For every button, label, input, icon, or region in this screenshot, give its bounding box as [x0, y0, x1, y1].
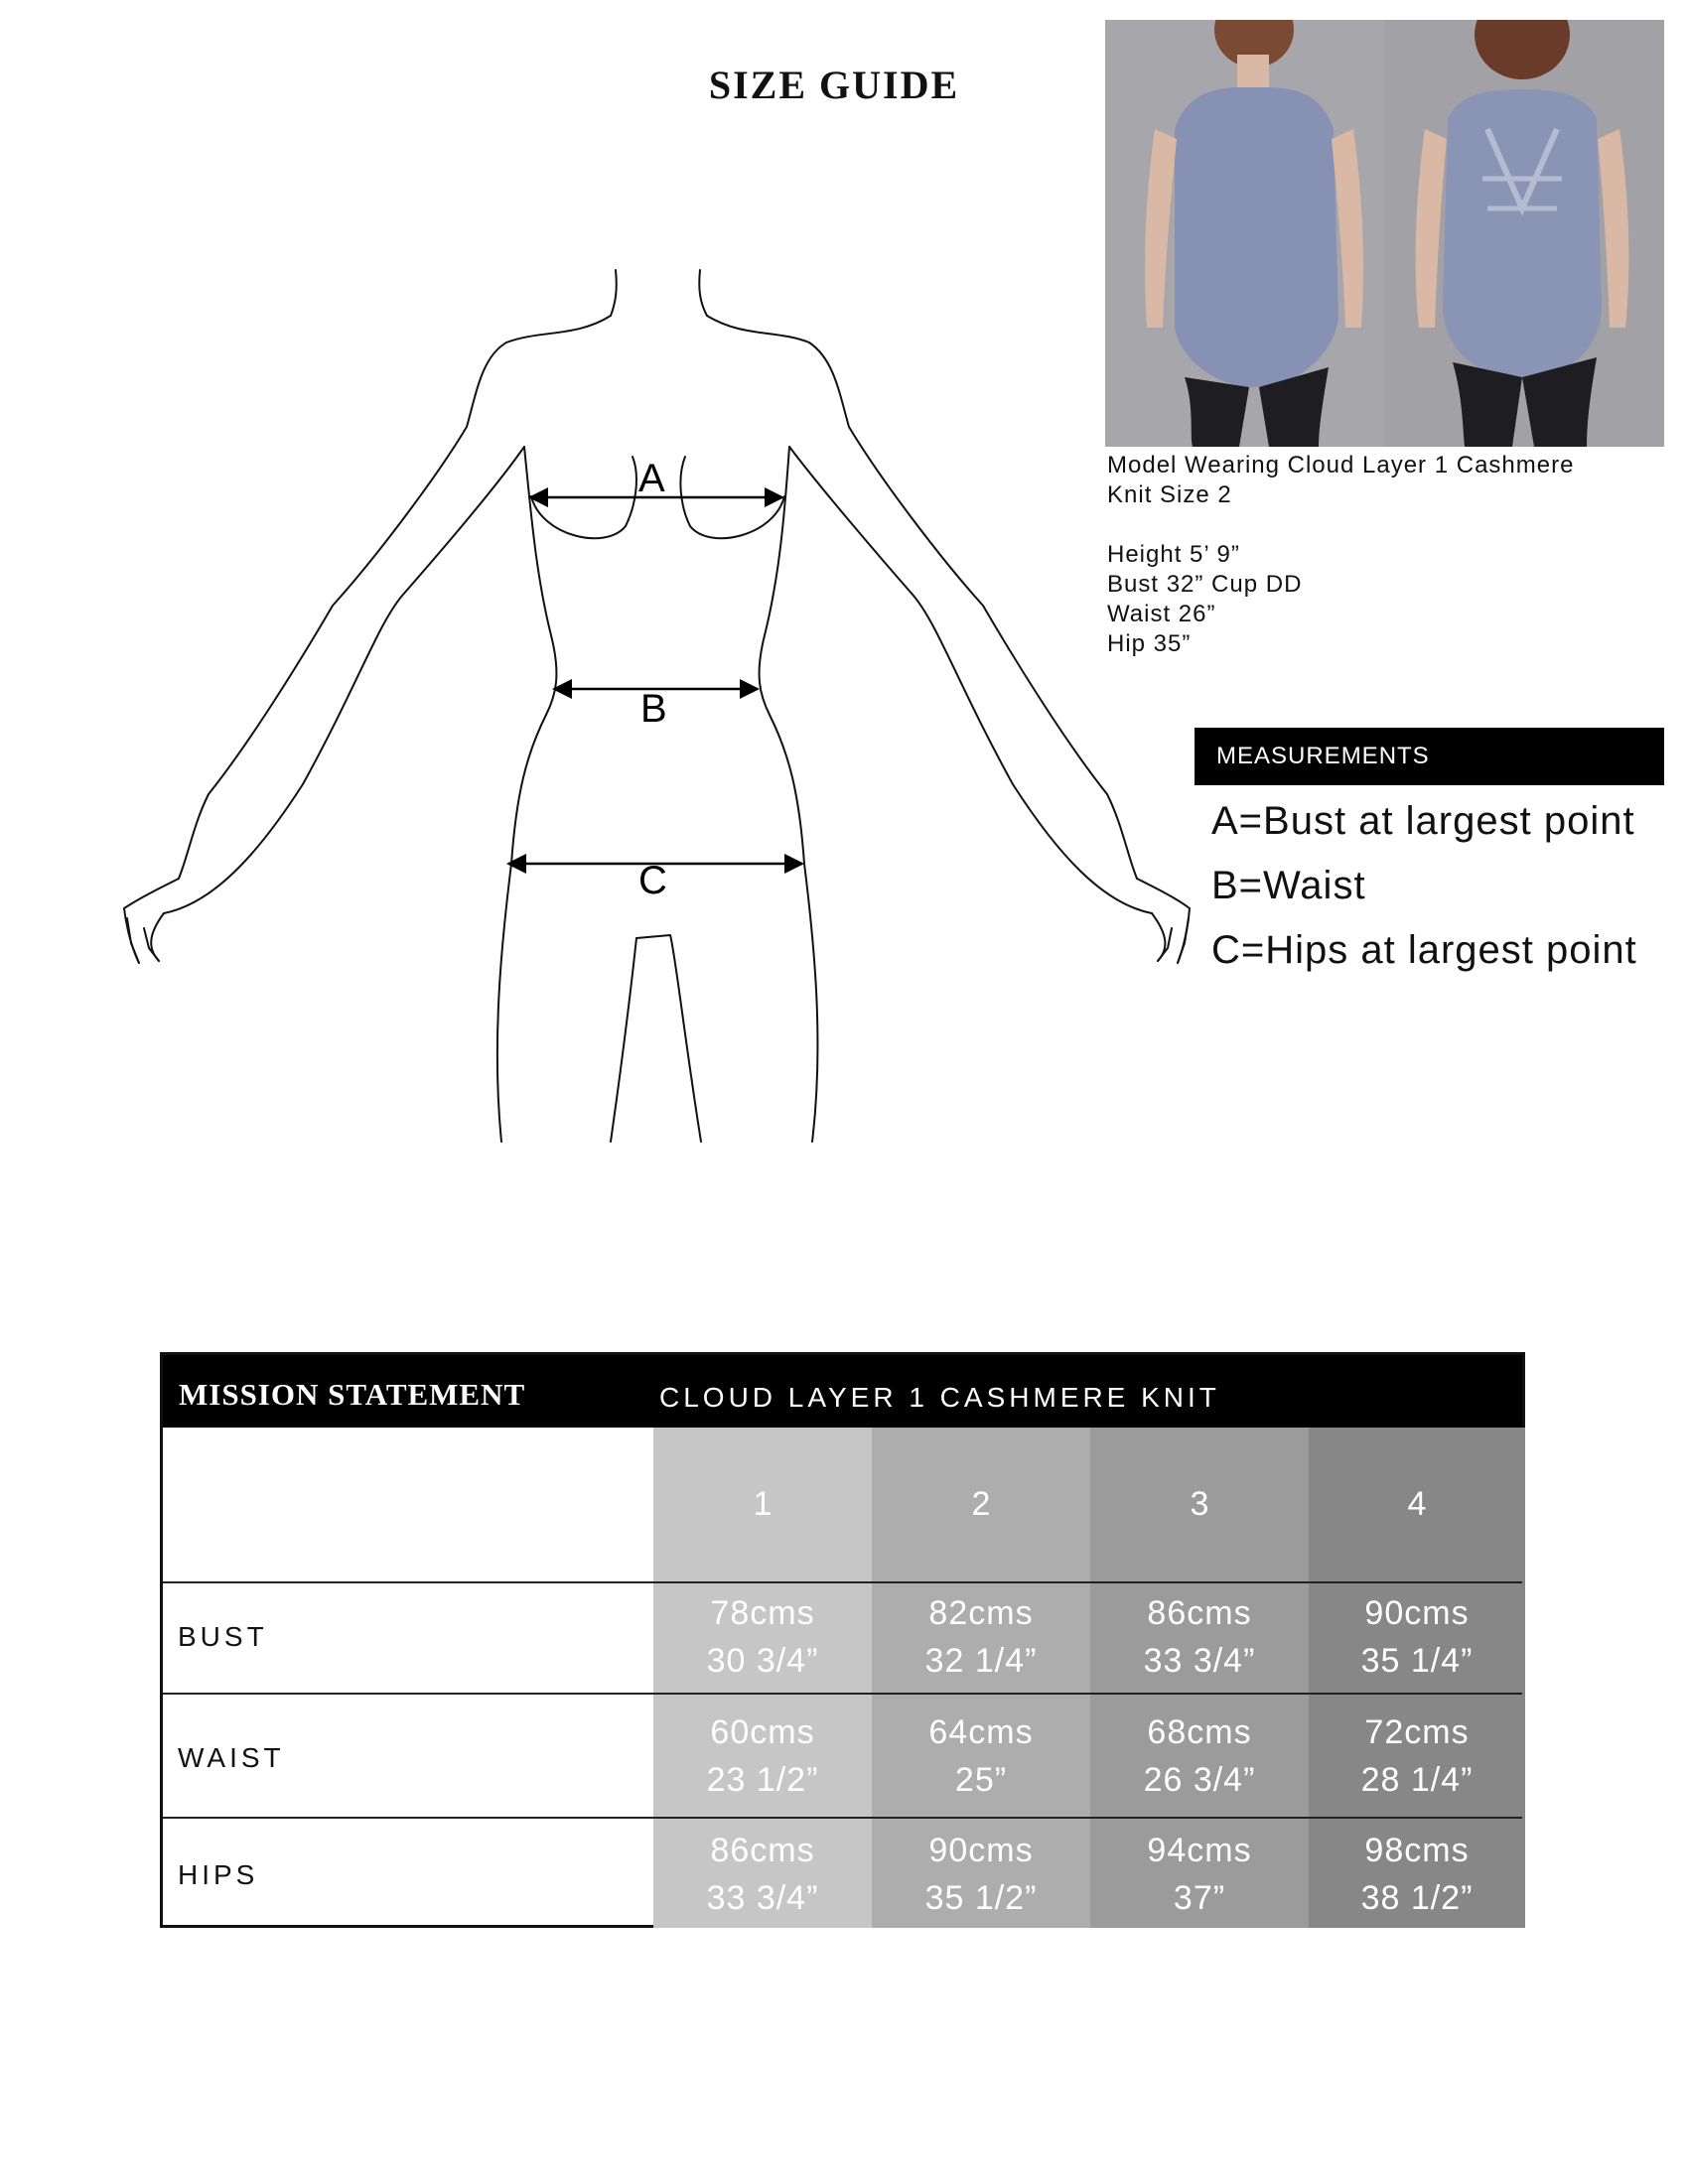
table-cell: 82cms 32 1/4” [924, 1594, 1038, 1680]
table-cell: 60cms 23 1/2” [706, 1713, 819, 1799]
body-diagram [0, 0, 1211, 1161]
table-cell: 90cms 35 1/2” [924, 1832, 1038, 1917]
model-hip: Hip 35” [1107, 630, 1192, 657]
table-cell: 90cms 35 1/4” [1360, 1594, 1474, 1680]
row-label-waist: WAIST [178, 1742, 285, 1773]
label-a: A [638, 457, 665, 500]
size-header-1: 1 [753, 1485, 773, 1523]
label-b: B [640, 687, 667, 731]
brand-name: MISSION STATEMENT [179, 1377, 526, 1412]
measurement-b: B=Waist [1211, 864, 1366, 907]
measurements-list [1211, 799, 1678, 993]
measurement-c: C=Hips at largest point [1211, 928, 1637, 972]
label-c: C [638, 859, 667, 902]
table-cell: 78cms 30 3/4” [706, 1594, 819, 1680]
table-cell: 86cms 33 3/4” [706, 1832, 819, 1917]
product-name: CLOUD LAYER 1 CASHMERE KNIT [659, 1382, 1220, 1413]
row-divider [163, 1693, 1522, 1695]
model-caption [1107, 451, 1663, 659]
table-cell: 72cms 28 1/4” [1360, 1713, 1474, 1799]
table-cell: 86cms 33 3/4” [1143, 1594, 1256, 1680]
table-cell: 98cms 38 1/2” [1360, 1832, 1474, 1917]
measurement-a: A=Bust at largest point [1211, 799, 1635, 843]
model-waist: Waist 26” [1107, 601, 1216, 627]
size-header-4: 4 [1407, 1485, 1427, 1523]
caption-line-2: Knit Size 2 [1107, 481, 1232, 508]
model-bust: Bust 32” Cup DD [1107, 571, 1303, 598]
table-header [163, 1355, 1522, 1428]
page-title: SIZE GUIDE [708, 63, 960, 107]
size-table [160, 1352, 1525, 1928]
caption-line-1: Model Wearing Cloud Layer 1 Cashmere [1107, 452, 1575, 478]
table-cell: 68cms 26 3/4” [1143, 1713, 1256, 1799]
model-height: Height 5’ 9” [1107, 541, 1240, 568]
table-cell: 64cms 25” [928, 1713, 1034, 1799]
size-header-3: 3 [1190, 1485, 1209, 1523]
measurements-header: MEASUREMENTS [1195, 728, 1664, 785]
row-divider [163, 1581, 1522, 1583]
size-header-2: 2 [971, 1485, 991, 1523]
row-divider [163, 1817, 1522, 1819]
row-label-hips: HIPS [178, 1859, 259, 1890]
model-photo [1105, 20, 1664, 447]
row-label-bust: BUST [178, 1621, 268, 1652]
table-cell: 94cms 37” [1147, 1832, 1252, 1917]
